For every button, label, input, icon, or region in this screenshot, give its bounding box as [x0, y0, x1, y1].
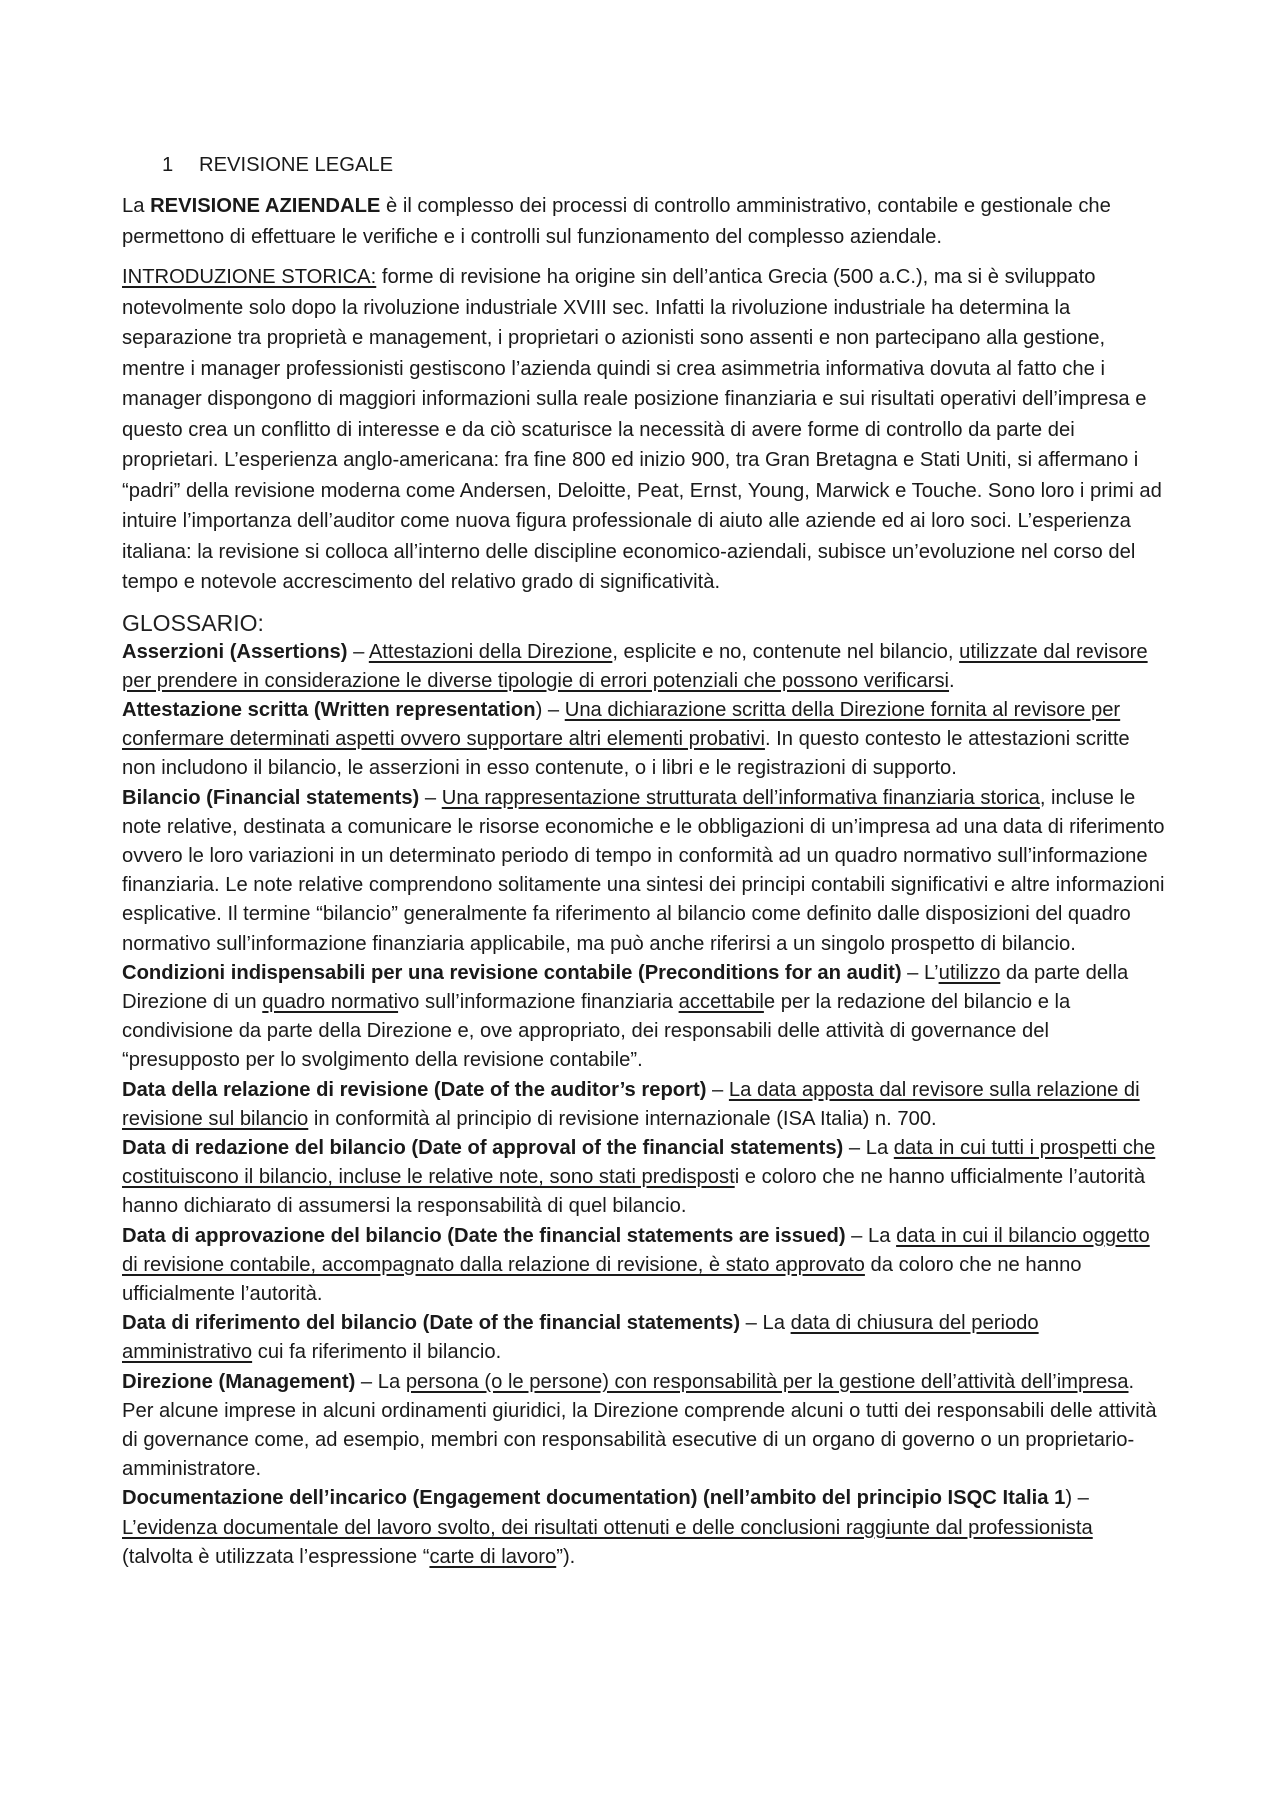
underlined-text: utilizzate dal revisore per prendere in considerazione le diverse tipologie di errori potenziali che possono verificarsi — [122, 640, 1148, 692]
text-run: forme di revisione ha origine sin dell’antica Grecia (500 a.C.), ma si è sviluppato notevolmente solo dopo la rivoluzione industriale XVIII sec. Infatti la rivoluzione industriale ha determina la separazione tra proprietà e management, i proprietari o azionisti sono assenti e non partecipano alla gestione, mentre i manager professionisti gestiscono l’azienda quindi si crea asimmetria informativa dovuta al fatto che i manager dispongono di maggiori informazioni sulla reale posizione finanziaria e sui risultati operativi dell’impresa e questo crea un conflitto di interesse e da ciò scaturisce la necessità di avere forme di controllo da parte dei proprietari. L’esperienza anglo-americana: fra fine 800 ed inizio 900, tra Gran Bretagna e Stati Uniti, si affermano i “padri” della revisione moderna come Andersen, Deloitte, Peat, Ernst, Young, Marwick e Touche. Sono loro i primi ad intuire l’importanza dell’auditor come nuova figura professionale di aiuto alle aziende ed ai loro soci. L’esperienza italiana: la revisione si colloca all’interno delle discipline economico-aziendali, subisce un’evoluzione nel corso del tempo e notevole accrescimento del relativo grado di significatività. — [122, 266, 1162, 593]
text-run: da coloro che ne hanno ufficialmente l’autorità. — [122, 1253, 1082, 1305]
text-run: è il complesso dei processi di controllo amministrativo, contabile e gestionale che permettono di effettuare le verifiche e i controlli sul funzionamento del complesso aziendale. — [122, 195, 1111, 248]
key-term: REVISIONE AZIENDALE — [150, 195, 381, 217]
underlined-text: carte di lavoro — [429, 1545, 557, 1568]
text-run: – — [706, 1078, 729, 1101]
underlined-text: data in cui il bilancio oggetto di revisione contabile, accompagnato dalla relazione di revisione, è stato approvato — [122, 1224, 1150, 1276]
underlined-text: utilizzo — [938, 961, 1001, 984]
glossary-term: Bilancio (Financial statements) — [122, 786, 420, 809]
underlined-text: L’evidenza documentale del lavoro svolto, dei risultati ottenuti e delle conclusioni raggiunte dal professionista — [122, 1516, 1093, 1539]
glossary-entry — [122, 959, 1167, 1076]
glossary-entry — [122, 638, 1167, 696]
text-run: – — [347, 640, 369, 663]
text-run: – La — [355, 1370, 406, 1393]
text-run: – La — [845, 1224, 897, 1247]
text-run: vo sull’informazione finanziaria — [398, 990, 679, 1013]
text-run: (talvolta è utilizzata l’espressione “ — [122, 1545, 430, 1568]
text-run: . Per alcune imprese in alcuni ordinamenti giuridici, la Direzione comprende alcuni o tutti dei responsabili delle attività di governance come, ad esempio, membri con responsabilità esecutive di un organo di governo o un proprietario- amministratore. — [122, 1370, 1157, 1481]
glossary-term: Condizioni indispensabili per una revisione contabile (Preconditions for an audit) — [122, 961, 902, 984]
text-run: – — [419, 786, 442, 809]
text-run: , incluse le note relative, destinata a comunicare le risorse economiche e le obbligazioni di un’impresa ad una data di riferimento ovvero le loro variazioni in un determinato periodo di tempo in conformità ad un quadro normativo sull’informazione finanziaria. Le note relative comprendono solitamente una sintesi dei principi contabili significativi e altre informazioni esplicative. Il termine “bilancio” generalmente fa riferimento al bilancio come definito dalle disposizioni del quadro normativo sull’informazione finanziaria applicabile, ma può anche riferirsi a un singolo prospetto di bilancio. — [122, 786, 1165, 955]
glossary-term: Attestazione scritta (Written representation — [122, 698, 536, 721]
text-run: – La — [843, 1136, 894, 1159]
glossary-entry — [122, 1076, 1167, 1134]
glossary-term: Asserzioni (Assertions) — [122, 640, 348, 663]
glossary-entry — [122, 1484, 1167, 1572]
underlined-text: data in cui tutti i prospetti che costituiscono il bilancio, incluse le relative note, sono stati predispost — [122, 1136, 1156, 1189]
text-run: ) – — [535, 698, 565, 721]
glossary-term: Data di redazione del bilancio (Date of approval of the financial statements) — [122, 1136, 844, 1159]
text-run: . — [949, 669, 955, 692]
underlined-text: persona (o le persone) con responsabilità per la gestione dell’attività dell’impresa — [405, 1370, 1129, 1393]
text-run: ”). — [556, 1545, 576, 1568]
glossary-list — [122, 638, 1167, 1573]
text-run: – La — [740, 1312, 791, 1335]
text-run: da parte della Direzione di un — [122, 961, 1129, 1013]
document-body — [122, 150, 1167, 1572]
text-run: – L’ — [901, 961, 939, 984]
underlined-text: La data apposta dal revisore sulla relazione di revisione sul bilancio — [122, 1078, 1140, 1130]
text-run: . In questo contesto le attestazioni scritte non includono il bilancio, le asserzioni in esso contenute, o i libri e le registrazioni di supporto. — [122, 728, 1130, 780]
text-run: ) – — [1065, 1487, 1089, 1510]
history-paragraph — [122, 262, 1167, 598]
text-run: , esplicite e no, contenute nel bilancio, — [612, 640, 960, 663]
glossary-entry — [122, 696, 1167, 784]
underlined-text: Una rappresentazione strutturata dell’informativa finanziaria storica — [441, 786, 1040, 809]
glossary-term: Data della relazione di revisione (Date of the auditor’s report) — [122, 1078, 707, 1101]
text-run: in conformità al principio di revisione internazionale (ISA Italia) n. 700. — [308, 1107, 937, 1130]
text-run: e per la redazione del bilancio e la condivisione da parte della Direzione e, ove appropriato, dei responsabili delle attività di governance del “presupposto per lo svolgimento della revisione contabile”. — [122, 990, 1071, 1072]
glossary-term: Data di riferimento del bilancio (Date of the financial statements) — [122, 1312, 741, 1335]
text-run: La — [122, 195, 151, 217]
text-run: cui fa riferimento il bilancio. — [252, 1341, 502, 1364]
history-label: INTRODUZIONE STORICA: — [122, 266, 377, 288]
glossary-entry — [122, 1368, 1167, 1485]
glossary-entry — [122, 1134, 1167, 1222]
glossary-entry — [122, 1309, 1167, 1367]
underlined-text: Una dichiarazione scritta della Direzione fornita al revisore per confermare determinati aspetti ovvero supportare altri elementi probativi — [122, 698, 1121, 751]
glossary-term: Direzione (Management) — [122, 1370, 356, 1393]
underlined-text: Attestazioni della Direzione — [368, 640, 613, 663]
glossary-term: Documentazione dell’incarico (Engagement documentation) (nell’ambito del principio ISQC Italia 1 — [122, 1487, 1066, 1510]
glossary-entry — [122, 784, 1167, 959]
section-title: REVISIONE LEGALE — [199, 154, 394, 176]
text-run: i e coloro che ne hanno ufficialmente l’autorità hanno dichiarato di assumersi la responsabilità di quel bilancio. — [122, 1166, 1146, 1218]
glossary-title: GLOSSARIO: — [122, 609, 264, 636]
section-number: 1 — [162, 154, 174, 176]
definition-paragraph — [122, 191, 1167, 252]
section-heading — [122, 150, 1167, 180]
underlined-text: quadro normati — [262, 990, 399, 1013]
glossary-term: Data di approvazione del bilancio (Date the financial statements are issued) — [122, 1224, 846, 1247]
underlined-text: data di chiusura del periodo amministrativo — [122, 1312, 1039, 1364]
glossary-entry — [122, 1222, 1167, 1310]
underlined-text: accettabil — [678, 990, 764, 1013]
